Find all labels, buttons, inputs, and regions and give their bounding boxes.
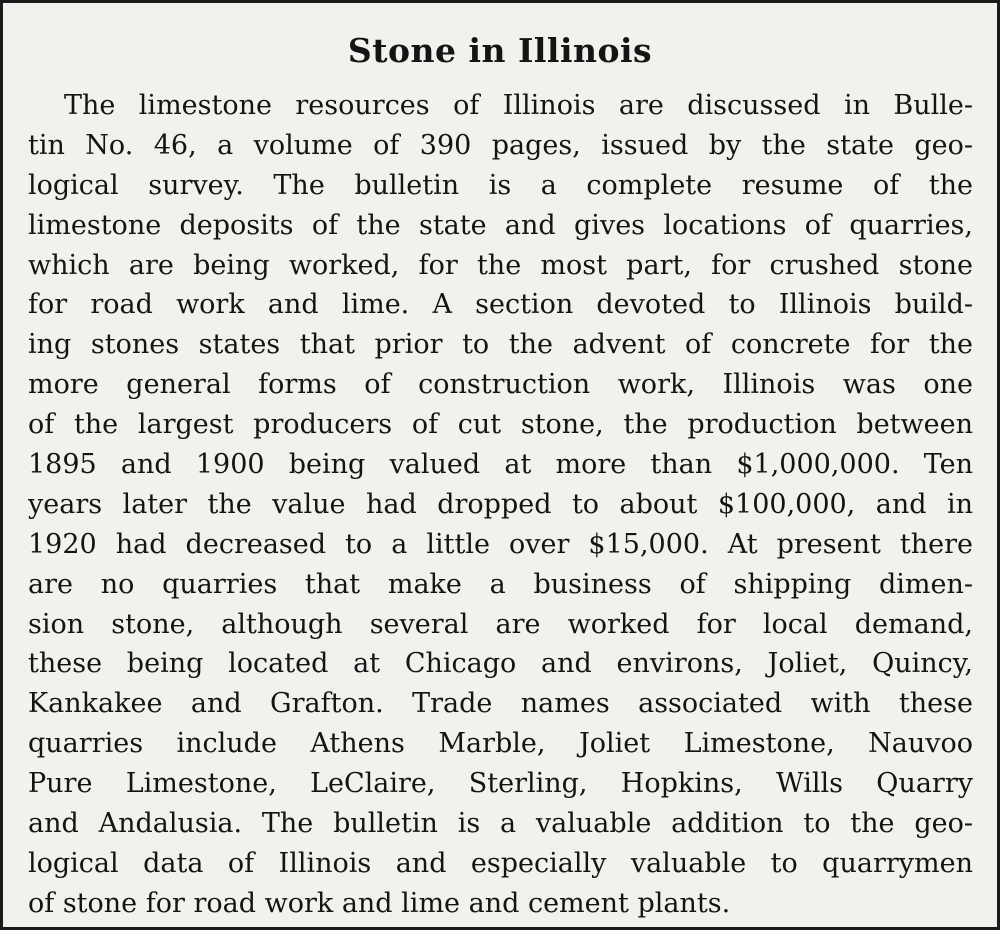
body-line: of stone for road work and lime and cement plants. bbox=[28, 887, 731, 919]
body-line: logical survey. The bulletin is a complete resume of the bbox=[28, 169, 973, 201]
body-line: 1895 and 1900 being valued at more than $1,000,000. Ten bbox=[28, 449, 973, 481]
body-line: years later the value had dropped to about $100,000, and in bbox=[28, 488, 973, 520]
body-line: 1920 had decreased to a little over $15,000. At present there bbox=[28, 528, 973, 560]
body-line: of the largest producers of cut stone, the production between bbox=[28, 409, 973, 441]
body-line: tin No. 46, a volume of 390 pages, issued by the state geo- bbox=[28, 129, 973, 161]
body-line: logical data of Illinois and especially valuable to quarrymen bbox=[28, 847, 973, 879]
body-line: these being located at Chicago and environs, Joliet, Quincy, bbox=[28, 648, 973, 680]
article-title: Stone in Illinois bbox=[347, 31, 653, 70]
body-line: ing stones states that prior to the advent of concrete for the bbox=[28, 329, 973, 361]
body-line: more general forms of construction work, Illinois was one bbox=[28, 369, 973, 401]
body-line: The limestone resources of Illinois are discussed in Bulle- bbox=[64, 90, 973, 121]
body-line: for road work and lime. A section devoted to Illinois build- bbox=[28, 289, 973, 321]
body-line: quarries include Athens Marble, Joliet Limestone, Nauvoo bbox=[28, 728, 973, 760]
body-line: limestone deposits of the state and gives locations of quarries, bbox=[28, 209, 973, 241]
article-body bbox=[28, 86, 973, 924]
body-line: sion stone, although several are worked for local demand, bbox=[28, 608, 973, 640]
body-line: are no quarries that make a business of shipping dimen- bbox=[28, 568, 973, 600]
body-line: which are being worked, for the most part, for crushed stone bbox=[28, 249, 973, 281]
body-line: Pure Limestone, LeClaire, Sterling, Hopkins, Wills Quarry bbox=[28, 768, 973, 800]
body-line: and Andalusia. The bulletin is a valuable addition to the geo- bbox=[28, 808, 973, 840]
body-line: Kankakee and Grafton. Trade names associated with these bbox=[28, 688, 973, 720]
